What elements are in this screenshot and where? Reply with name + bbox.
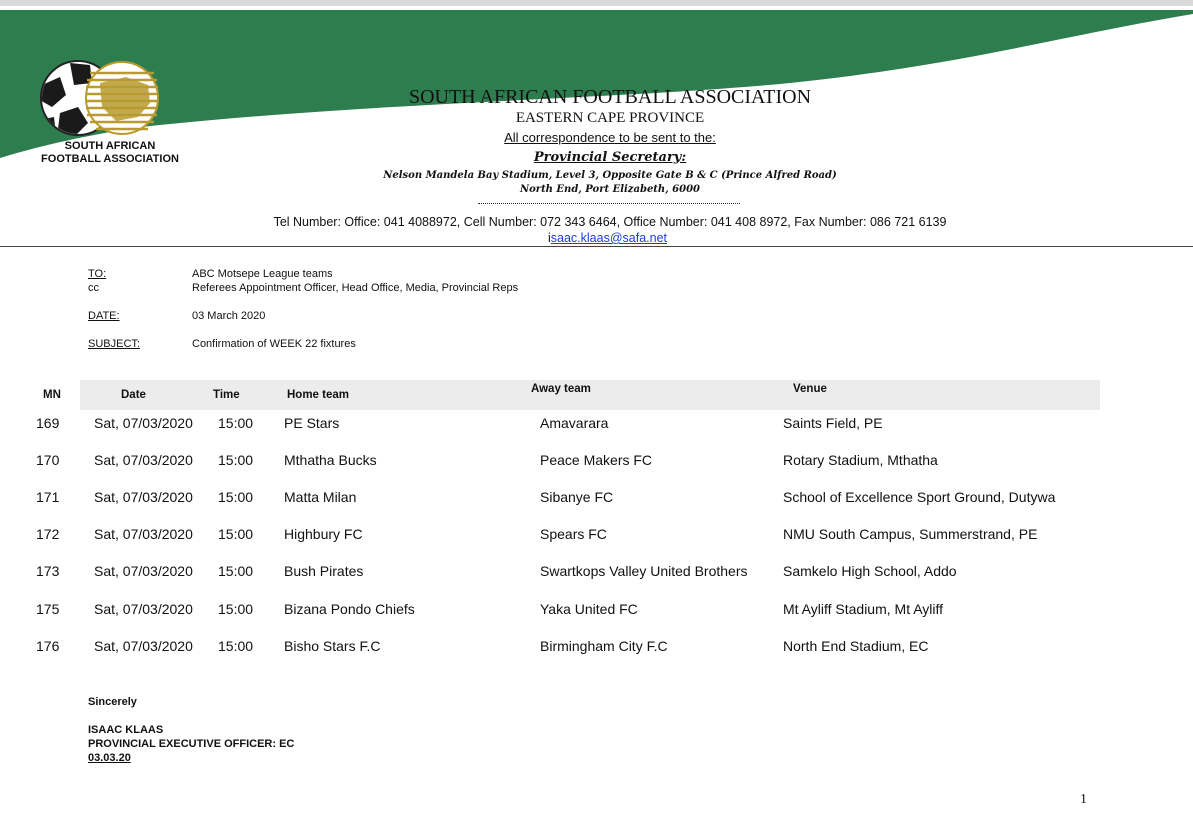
row-home-team: Matta Milan bbox=[284, 489, 357, 505]
address-line1: Nelson Mandela Bay Stadium, Level 3, Opposite Gate B & C (Prince Alfred Road) bbox=[383, 170, 837, 181]
email-link[interactable]: saac.klaas@safa.net bbox=[550, 231, 668, 245]
row-venue: School of Excellence Sport Ground, Dutywa bbox=[783, 489, 1056, 505]
signoff-date: 03.03.20 bbox=[88, 752, 131, 764]
row-time: 15:00 bbox=[218, 489, 254, 505]
logo-caption-line1: SOUTH AFRICAN bbox=[64, 140, 156, 152]
column-header-away: Away team bbox=[531, 383, 591, 395]
row-home-team: Bush Pirates bbox=[284, 563, 364, 579]
row-away-team: Swartkops Valley United Brothers bbox=[540, 563, 748, 579]
row-away-team: Yaka United FC bbox=[540, 601, 638, 617]
row-time: 15:00 bbox=[218, 526, 254, 542]
column-header-home: Home team bbox=[287, 389, 349, 401]
row-date: Sat, 07/03/2020 bbox=[94, 489, 193, 505]
row-time: 15:00 bbox=[218, 452, 254, 468]
secretary-heading: Provincial Secretary: bbox=[533, 150, 687, 165]
row-date: Sat, 07/03/2020 bbox=[94, 563, 193, 579]
date-label: DATE: bbox=[88, 310, 120, 322]
dotted-divider bbox=[478, 203, 740, 204]
row-venue: NMU South Campus, Summerstrand, PE bbox=[783, 526, 1038, 542]
column-header-venue: Venue bbox=[793, 383, 827, 395]
row-home-team: Bizana Pondo Chiefs bbox=[284, 601, 415, 617]
row-date: Sat, 07/03/2020 bbox=[94, 526, 193, 542]
address-line2: North End, Port Elizabeth, 6000 bbox=[519, 184, 700, 195]
email-line bbox=[548, 231, 667, 245]
org-name: SOUTH AFRICAN FOOTBALL ASSOCIATION bbox=[408, 86, 812, 108]
row-away-team: Spears FC bbox=[540, 526, 607, 542]
row-mn: 169 bbox=[36, 415, 60, 431]
signatory-name: ISAAC KLAAS bbox=[88, 724, 164, 736]
row-away-team: Birmingham City F.C bbox=[540, 638, 668, 654]
column-header-mn: MN bbox=[43, 389, 61, 401]
cc-value: Referees Appointment Officer, Head Office, Media, Provincial Reps bbox=[192, 282, 519, 294]
subject-value: Confirmation of WEEK 22 fixtures bbox=[192, 338, 356, 350]
header-rule bbox=[0, 246, 1193, 247]
row-mn: 171 bbox=[36, 489, 60, 505]
closing-salutation: Sincerely bbox=[88, 696, 137, 708]
row-date: Sat, 07/03/2020 bbox=[94, 452, 193, 468]
date-value: 03 March 2020 bbox=[192, 310, 266, 322]
row-home-team: Highbury FC bbox=[284, 526, 363, 542]
row-date: Sat, 07/03/2020 bbox=[94, 638, 193, 654]
to-value: ABC Motsepe League teams bbox=[192, 268, 333, 280]
row-venue: North End Stadium, EC bbox=[783, 638, 929, 654]
row-mn: 170 bbox=[36, 452, 60, 468]
row-venue: Rotary Stadium, Mthatha bbox=[783, 452, 938, 468]
correspondence-note: All correspondence to be sent to the: bbox=[504, 130, 716, 145]
row-away-team: Peace Makers FC bbox=[540, 452, 653, 468]
row-venue: Samkelo High School, Addo bbox=[783, 563, 957, 579]
province-name: EASTERN CAPE PROVINCE bbox=[515, 110, 705, 126]
row-time: 15:00 bbox=[218, 638, 254, 654]
logo-caption bbox=[30, 140, 190, 166]
row-venue: Saints Field, PE bbox=[783, 415, 883, 431]
row-mn: 172 bbox=[36, 526, 60, 542]
row-time: 15:00 bbox=[218, 563, 254, 579]
row-home-team: PE Stars bbox=[284, 415, 340, 431]
subject-label: SUBJECT: bbox=[88, 338, 140, 350]
row-date: Sat, 07/03/2020 bbox=[94, 601, 193, 617]
email-prefix: i bbox=[548, 231, 551, 245]
page-number: 1 bbox=[1080, 792, 1087, 807]
logo-caption-line2: FOOTBALL ASSOCIATION bbox=[41, 153, 179, 165]
cc-label: cc bbox=[88, 282, 99, 294]
row-venue: Mt Ayliff Stadium, Mt Ayliff bbox=[783, 601, 944, 617]
signatory-title: PROVINCIAL EXECUTIVE OFFICER: EC bbox=[88, 738, 295, 750]
row-time: 15:00 bbox=[218, 415, 254, 431]
column-header-date: Date bbox=[121, 389, 146, 401]
row-mn: 173 bbox=[36, 563, 60, 579]
column-header-time: Time bbox=[213, 389, 240, 401]
row-date: Sat, 07/03/2020 bbox=[94, 415, 193, 431]
row-mn: 175 bbox=[36, 601, 60, 617]
telephone-line: Tel Number: Office: 041 4088972, Cell Number: 072 343 6464, Office Number: 041 408 8972, Fax Number: 086 721 6139 bbox=[273, 215, 947, 229]
row-away-team: Amavarara bbox=[540, 415, 609, 431]
row-time: 15:00 bbox=[218, 601, 254, 617]
row-mn: 176 bbox=[36, 638, 60, 654]
to-label: TO: bbox=[88, 268, 107, 280]
row-home-team: Bisho Stars F.C bbox=[284, 638, 381, 654]
row-away-team: Sibanye FC bbox=[540, 489, 614, 505]
row-home-team: Mthatha Bucks bbox=[284, 452, 377, 468]
